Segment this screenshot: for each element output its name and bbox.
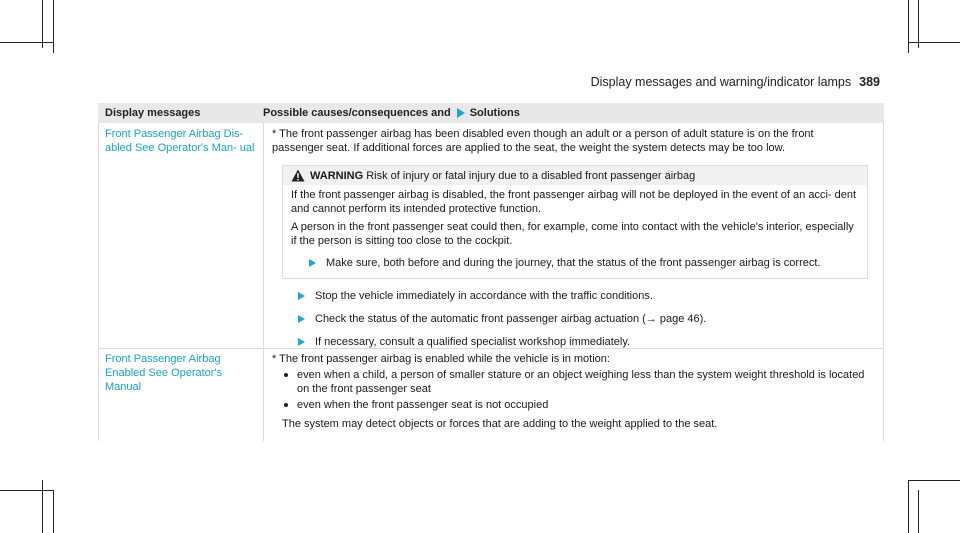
crop-mark: [0, 42, 53, 43]
solution-step-text: Check the status of the automatic front passenger airbag actuation (→ page 46).: [315, 313, 707, 325]
crop-mark: [908, 480, 960, 481]
crop-mark: [53, 490, 54, 533]
step-arrow-icon: [298, 338, 305, 346]
col-header-causes: [263, 107, 884, 119]
list-item: [264, 398, 883, 412]
bullet-icon: [284, 403, 288, 407]
list-item-text: even when a child, a person of smaller stature or an object weighing less than the system weight threshold is located on the front passenger seat: [297, 369, 865, 395]
step-arrow-icon: [298, 315, 305, 323]
step-arrow-icon: [309, 259, 316, 267]
cause-text: * The front passenger airbag is enabled while the vehicle is in motion:: [272, 353, 610, 365]
crop-mark: [918, 490, 919, 533]
running-header: [591, 75, 880, 89]
table-header: [98, 103, 884, 123]
warning-box: [282, 165, 868, 279]
cause-text: * The front passenger airbag has been disabled even though an adult or a person of adult stature is on the front passenger seat. If additional forces are applied to the seat, the weight the system detects may be too low.: [272, 128, 814, 154]
crop-mark: [908, 480, 909, 533]
solution-steps: [298, 289, 883, 349]
solution-step: [298, 335, 883, 349]
crop-mark: [42, 480, 43, 533]
col-header-solutions-label: Solutions: [469, 107, 520, 119]
bullet-icon: [284, 373, 288, 377]
warning-header: [283, 166, 867, 185]
crop-mark: [53, 0, 54, 53]
cause-cell: [263, 123, 884, 348]
warning-label: WARNING: [310, 169, 364, 182]
messages-table: [98, 103, 884, 441]
crop-mark: [908, 42, 960, 43]
crop-mark: [908, 0, 909, 53]
note-text: The system may detect objects or forces that are adding to the weight applied to the seat.: [282, 418, 718, 430]
solution-step-text: If necessary, consult a qualified specialist workshop immediately.: [315, 336, 631, 348]
solution-step: [298, 312, 883, 326]
step-arrow-icon: [298, 292, 305, 300]
solution-arrow-icon: [457, 108, 465, 118]
table-row: [98, 123, 884, 348]
warning-paragraph: If the front passenger airbag is disabled, the front passenger airbag will not be deployed in the event of an acci- dent and cannot perform its intended protective function.: [291, 189, 857, 215]
message-text: Front Passenger Airbag Enabled See Operator's Manual: [98, 349, 263, 441]
solution-step-text: Stop the vehicle immediately in accordance with the traffic conditions.: [315, 290, 653, 302]
crop-mark: [0, 490, 53, 491]
warning-title: Risk of injury or fatal injury due to a disabled front passenger airbag: [366, 169, 696, 182]
warning-step-text: Make sure, both before and during the journey, that the status of the front passenger airbag is correct.: [326, 257, 821, 269]
warning-triangle-icon: [291, 169, 305, 182]
solution-step: [298, 289, 883, 303]
warning-paragraph: A person in the front passenger seat could then, for example, come into contact with the vehicle's interior, especially if the person is sitting too close to the cockpit.: [291, 221, 854, 247]
list-item: [264, 368, 883, 396]
col-header-causes-label: Possible causes/consequences and: [263, 107, 451, 119]
cause-cell: [263, 349, 884, 441]
col-header-messages: Display messages: [105, 107, 201, 119]
running-header-title: Display messages and warning/indicator lamps: [590, 75, 852, 89]
message-text: Front Passenger Airbag Dis- abled See Operator's Man- ual: [98, 123, 263, 348]
table-row: [98, 348, 884, 441]
warning-step: [283, 256, 867, 270]
crop-mark: [918, 0, 919, 48]
crop-mark: [42, 0, 43, 48]
list-item-text: even when the front passenger seat is not occupied: [297, 399, 549, 411]
page-number: 389: [859, 75, 880, 89]
